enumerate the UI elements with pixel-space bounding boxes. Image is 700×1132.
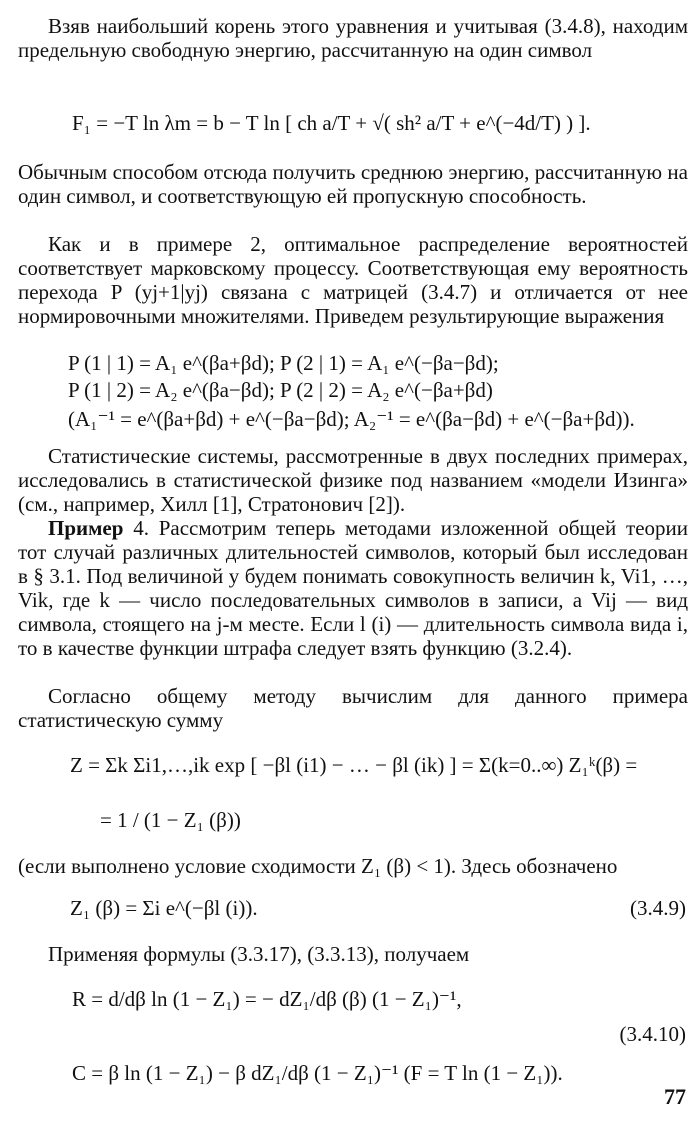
equation-z1: Z₁ (β) = Σi e^(−βl (i)).	[70, 896, 258, 920]
paragraph-5-text: 4. Рассмотрим теперь методами изложенной общей теории тот случай различных длительностей символов, который был исследован в § 3.1. Под величиной y будем понимать совокупность величин k, Vi1, …, Vik, где k — число последовательных символов в записи, а Vij — вид символа, стоящего на j-м месте. Если l (i) — длительность символа вида i, то в качестве функции штрафа следует взять функцию (3.2.4).	[18, 516, 688, 660]
equation-transition-1: P (1 | 1) = A₁ e^(βa+βd); P (2 | 1) = A₁ e^(−βa−βd);	[68, 351, 499, 375]
equation-capacity: C = β ln (1 − Z₁) − β dZ₁/dβ (1 − Z₁)⁻¹ (F = T ln (1 − Z₁)).	[72, 1061, 563, 1085]
paragraph-5	[18, 516, 688, 660]
equation-number-3-4-10: (3.4.10)	[619, 1022, 686, 1046]
paragraph-3: Как и в примере 2, оптимальное распределение вероятностей соответствует марковскому процессу. Соответствующая ему вероятность перехода P (yj+1|yj) связана с матрицей (3.4.7) и отличается от нее нормировочными множителями. Приведем результирующие выражения	[18, 232, 688, 328]
example-label: Пример	[48, 516, 124, 540]
paragraph-8: Применяя формулы (3.3.17), (3.3.13), получаем	[48, 942, 470, 966]
paragraph-4: Статистические системы, рассмотренные в двух последних примерах, исследовались в статистической физике под названием «модели Изинга» (см., например, Хилл [1], Стратонович [2]).	[18, 444, 688, 516]
equation-transition-3: (A₁⁻¹ = e^(βa+βd) + e^(−βa−βd); A₂⁻¹ = e^(βa−βd) + e^(−βa+βd)).	[68, 407, 635, 431]
equation-free-energy: F₁ = −T ln λm = b − T ln [ ch a/T + √( sh² a/T + e^(−4d/T) ) ].	[72, 111, 591, 135]
paragraph-1: Взяв наибольший корень этого уравнения и учитывая (3.4.8), находим предельную свободную энергию, рассчитанную на один символ	[18, 14, 688, 62]
equation-partition-2: = 1 / (1 − Z₁ (β))	[100, 808, 241, 832]
equation-rate: R = d/dβ ln (1 − Z₁) = − dZ₁/dβ (β) (1 − Z₁)⁻¹,	[72, 987, 462, 1011]
paragraph-6: Согласно общему методу вычислим для данного примера статистическую сумму	[18, 684, 688, 732]
page-number: 77	[664, 1084, 686, 1109]
equation-number-3-4-9: (3.4.9)	[630, 896, 686, 920]
paragraph-2: Обычным способом отсюда получить среднюю энергию, рассчитанную на один символ, и соответствующую ей пропускную способность.	[18, 160, 688, 208]
equation-transition-2: P (1 | 2) = A₂ e^(βa−βd); P (2 | 2) = A₂ e^(−βa+βd)	[68, 378, 493, 402]
equation-partition-1: Z = Σk Σi1,…,ik exp [ −βl (i1) − … − βl (ik) ] = Σ(k=0..∞) Z₁ᵏ(β) =	[70, 753, 638, 777]
paragraph-7: (если выполнено условие сходимости Z₁ (β) < 1). Здесь обозначено	[18, 854, 618, 878]
